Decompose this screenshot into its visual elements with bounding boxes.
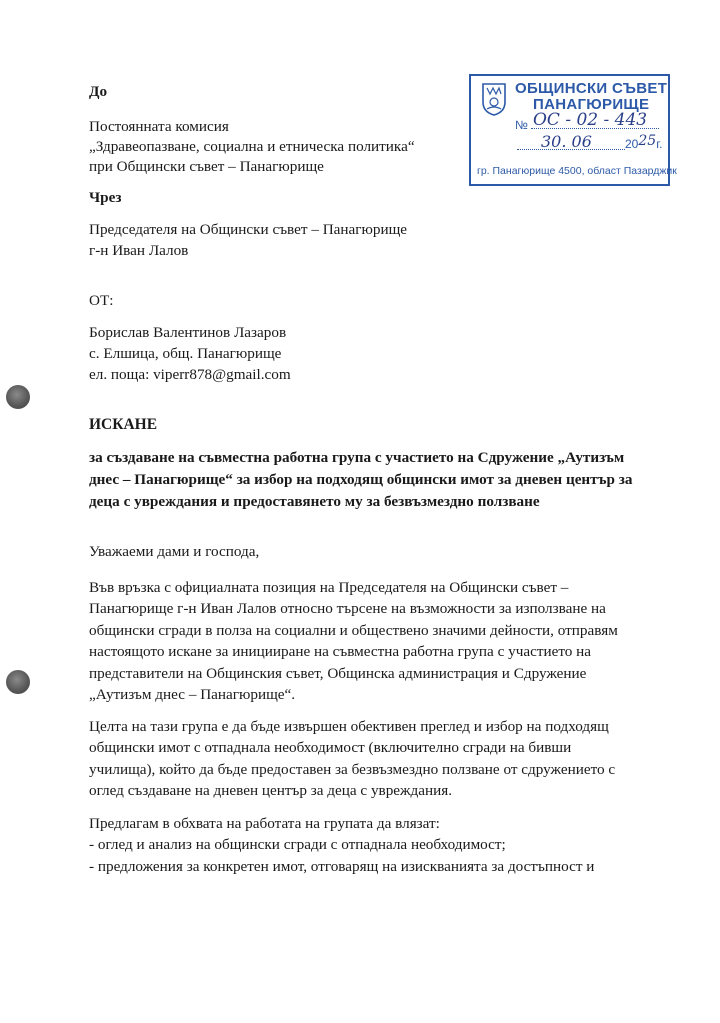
paragraph-line: „Аутизъм днес – Панагюрище“. [89,686,296,704]
paragraph-line: Предлагам в обхвата на работата на групата да влязат: [89,815,440,832]
stamp-registration-number: ОС - 02 - 443 [533,110,648,130]
subject-line: днес – Панагюрище“ за избор на подходящ общински имот за дневен център за [89,470,633,488]
commission-line: „Здравеопазване, социална и етническа политика“ [89,138,415,155]
paragraph-line: общински сгради в полза на социални и обществено значими дейности, отправям [89,621,618,639]
stamp-year [625,133,663,152]
punch-hole-top [6,385,30,409]
document-title: ИСКАНЕ [89,416,158,433]
from-label: ОТ: [89,292,114,309]
to-label: До [89,83,108,100]
via-line: г-н Иван Лалов [89,242,189,259]
commission-line: при Общински съвет – Панагюрище [89,158,324,175]
stamp-title-line2: ПАНАГЮРИЩЕ [533,96,650,113]
paragraph-line: настоящото искане за иницииране на съвместна работна група с участието на [89,643,592,661]
from-line: с. Елшица, общ. Панагюрище [89,345,282,362]
paragraph-line: - оглед и анализ на общински сгради с отпаднала необходимост; [89,836,506,854]
paragraph-line: Панагюрище г-н Иван Лалов относно търсене на възможности за използване на [89,600,606,618]
via-line: Председателя на Общински съвет – Панагюрище [89,221,408,238]
paragraph-line: Във връзка с официалната позиция на Председателя на Общински съвет – [89,579,569,596]
paragraph-1 [89,577,618,705]
subject-line: деца с увреждания и предоставянето му за безвъзмездно ползване [89,492,540,510]
from-line: Борислав Валентинов Лазаров [89,324,287,341]
paragraph-line: оглед създаване на дневен център за деца с увреждания. [89,782,453,800]
paragraph-line: Целта на тази група е да бъде извършен обективен преглед и избор на подходящ [89,718,609,735]
paragraph-line: училища), който да бъде предоставен за безвъзмездно ползване от сдружението с [89,760,616,778]
subject-line: за създаване на съвместна работна група с участието на Сдружение „Аутизъм [89,449,625,466]
document-subject [89,447,632,512]
greeting: Уважаеми дами и господа, [89,543,260,560]
punch-hole-bottom [6,670,30,694]
paragraph-3 [89,813,594,877]
stamp-address: гр. Панагюрище 4500, област Пазарджик [477,165,677,177]
stamp-year-hand: 25 [638,133,657,149]
registration-stamp [469,74,677,186]
stamp-year-prefix: 20 [625,137,639,151]
from-line: ел. поща: viperr878@gmail.com [89,366,291,383]
via-label: Чрез [89,189,122,206]
paragraph-line: представители на Общинския съвет, Общинска администрация и Сдружение [89,664,587,682]
commission-line: Постоянната комисия [89,118,229,135]
stamp-date: 30. 06 [541,132,592,151]
paragraph-2 [89,716,615,802]
stamp-number-label: № [515,118,528,132]
paragraph-line: общински имот с отпаднала необходимост (включително сгради на бивши [89,739,572,757]
municipal-crest-icon [481,82,507,116]
stamp-title-line1: ОБЩИНСКИ СЪВЕТ [515,80,668,97]
paragraph-line: - предложения за конкретен имот, отговарящ на изискванията за достъпност и [89,857,595,875]
stamp-year-suffix: г. [656,137,663,151]
